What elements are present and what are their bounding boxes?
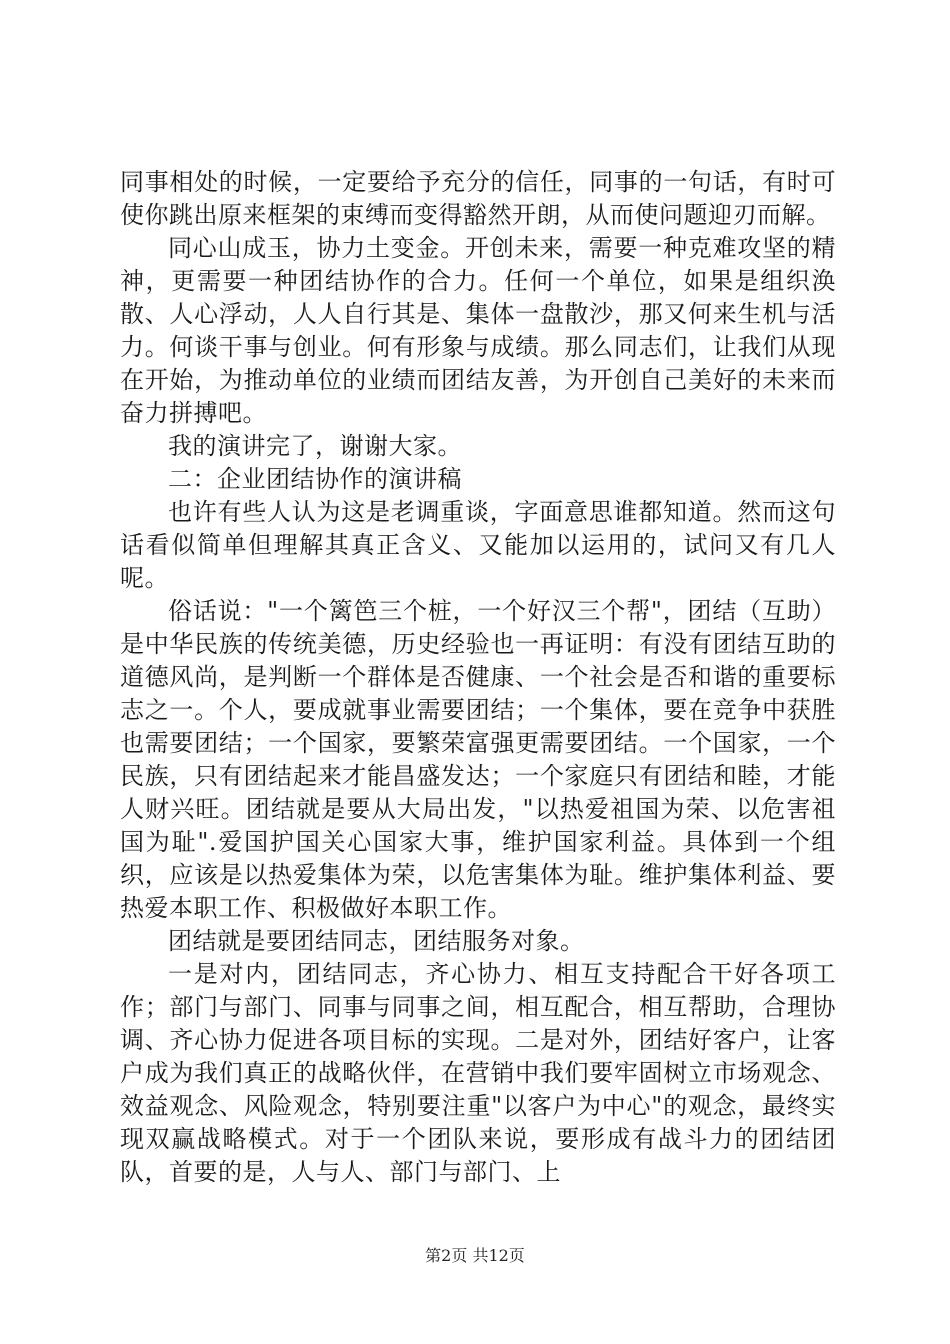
document-body xyxy=(120,166,836,1189)
page-number-footer: 第2页 共12页 xyxy=(425,1246,525,1265)
paragraph-5: 也许有些人认为这是老调重谈，字面意思谁都知道。然而这句话看似简单但理解其真正含义、又能加以运用的，试问又有几人呢。 xyxy=(120,498,836,592)
paragraph-1: 同事相处的时候，一定要给予充分的信任，同事的一句话，有时可使你跳出原来框架的束缚而变得豁然开朗，从而使问题迎刃而解。 xyxy=(120,168,836,229)
paragraph-2: 同心山成玉，协力土变金。开创未来，需要一种克难攻坚的精神，更需要一种团结协作的合力。任何一个单位，如果是组织涣散、人心浮动，人人自行其是、集体一盘散沙，那又何来生机与活力。何谈干事与创业。何有形象与成绩。那么同志们，让我们从现在开始，为推动单位的业绩而团结友善，为开创自己美好的未来而奋力拼搏吧。 xyxy=(120,234,836,427)
paragraph-6: 俗话说："一个篱笆三个桩，一个好汉三个帮"，团结（互助）是中华民族的传统美德，历史经验也一再证明：有没有团结互助的道德风尚，是判断一个群体是否健康、一个社会是否和谐的重要标志之一。个人，要成就事业需要团结；一个集体，要在竞争中获胜也需要团结；一个国家，要繁荣富强更需要团结。一个国家，一个民族，只有团结起来才能昌盛发达；一个家庭只有团结和睦，才能人财兴旺。团结就是要从大局出发，"以热爱祖国为荣、以危害祖国为耻".爱国护国关心国家大事，维护国家利益。具体到一个组织，应该是以热爱集体为荣，以危害集体为耻。维护集体利益、要热爱本职工作、积极做好本职工作。 xyxy=(120,597,836,922)
paragraph-8: 一是对内，团结同志，齐心协力、相互支持配合干好各项工作；部门与部门、同事与同事之间，相互配合，相互帮助，合理协调、齐心协力促进各项目标的实现。二是对外，团结好客户，让客户成为我们真正的战略伙伴，在营销中我们要牢固树立市场观念、效益观念、风险观念，特别要注重"以客户为中心"的观念，最终实现双赢战略模式。对于一个团队来说，要形成有战斗力的团结团队，首要的是，人与人、部门与部门、上 xyxy=(120,960,836,1186)
paragraph-7: 团结就是要团结同志，团结服务对象。 xyxy=(168,927,585,955)
paragraph-3: 我的演讲完了，谢谢大家。 xyxy=(168,432,462,460)
section-heading: 二：企业团结协作的演讲稿 xyxy=(168,465,462,493)
